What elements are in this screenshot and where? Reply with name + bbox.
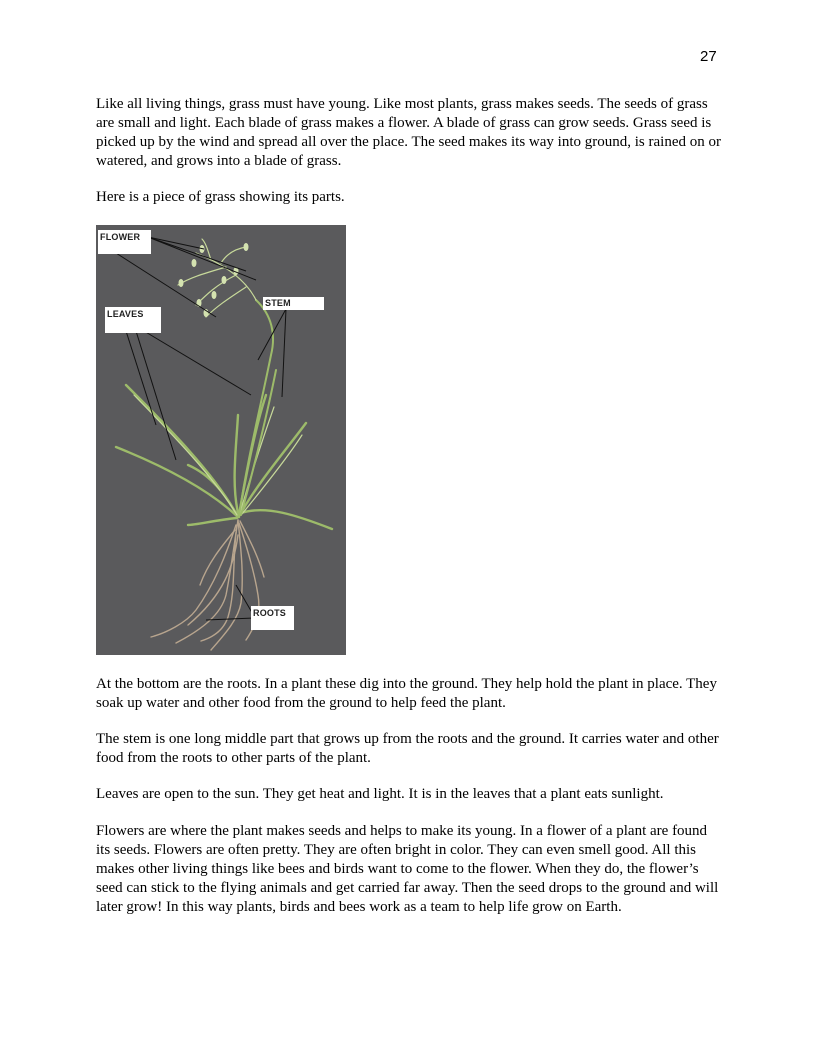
- paragraph-stem: The stem is one long middle part that grows up from the roots and the ground. It carries water and other food from the roots to other parts of the plant.: [96, 731, 719, 766]
- flower-drawing: [178, 239, 256, 317]
- stem-label: STEM: [263, 297, 324, 310]
- grass-diagram: [96, 225, 346, 655]
- paragraph-figure-intro: Here is a piece of grass showing its parts.: [96, 189, 345, 205]
- leaves-label: LEAVES: [105, 307, 161, 333]
- roots-drawing: [151, 520, 264, 650]
- grass-illustration: [96, 225, 346, 655]
- flower-spikelets: [179, 243, 249, 317]
- paragraph-leaves: Leaves are open to the sun. They get heat and light. It is in the leaves that a plant eats sunlight.: [96, 786, 664, 802]
- roots-label: ROOTS: [251, 606, 294, 630]
- leaf-highlights: [134, 395, 302, 515]
- pointer-lines: [116, 237, 286, 620]
- leaves-drawing: [116, 385, 332, 529]
- paragraph-grass-seeds: Like all living things, grass must have young. Like most plants, grass makes seeds. The seeds of grass are small and light. Each blade of grass makes a flower. A blade of grass can grow seeds. Grass seed is picked up by the wind and spread all over the place. The seed makes its way into ground, is rained on or watered, and grows into a blade of grass.: [96, 96, 721, 169]
- stem-drawing: [239, 300, 276, 517]
- paragraph-roots: At the bottom are the roots. In a plant these dig into the ground. They help hold the plant in place. They soak up water and other food from the ground to help feed the plant.: [96, 676, 717, 711]
- page-number: 27: [700, 48, 717, 65]
- paragraph-flowers: Flowers are where the plant makes seeds and helps to make its young. In a flower of a plant are found its seeds. Flowers are often pretty. They are often bright in color. They can even smell good. All this makes other living things like bees and birds want to come to the flower. When they do, the flower’s seed can stick to the flying animals and get carried far away. Then the seed drops to the ground and will later grow! In this way plants, birds and bees work as a team to help life grow on Earth.: [96, 823, 719, 915]
- flower-label: FLOWER: [98, 230, 151, 254]
